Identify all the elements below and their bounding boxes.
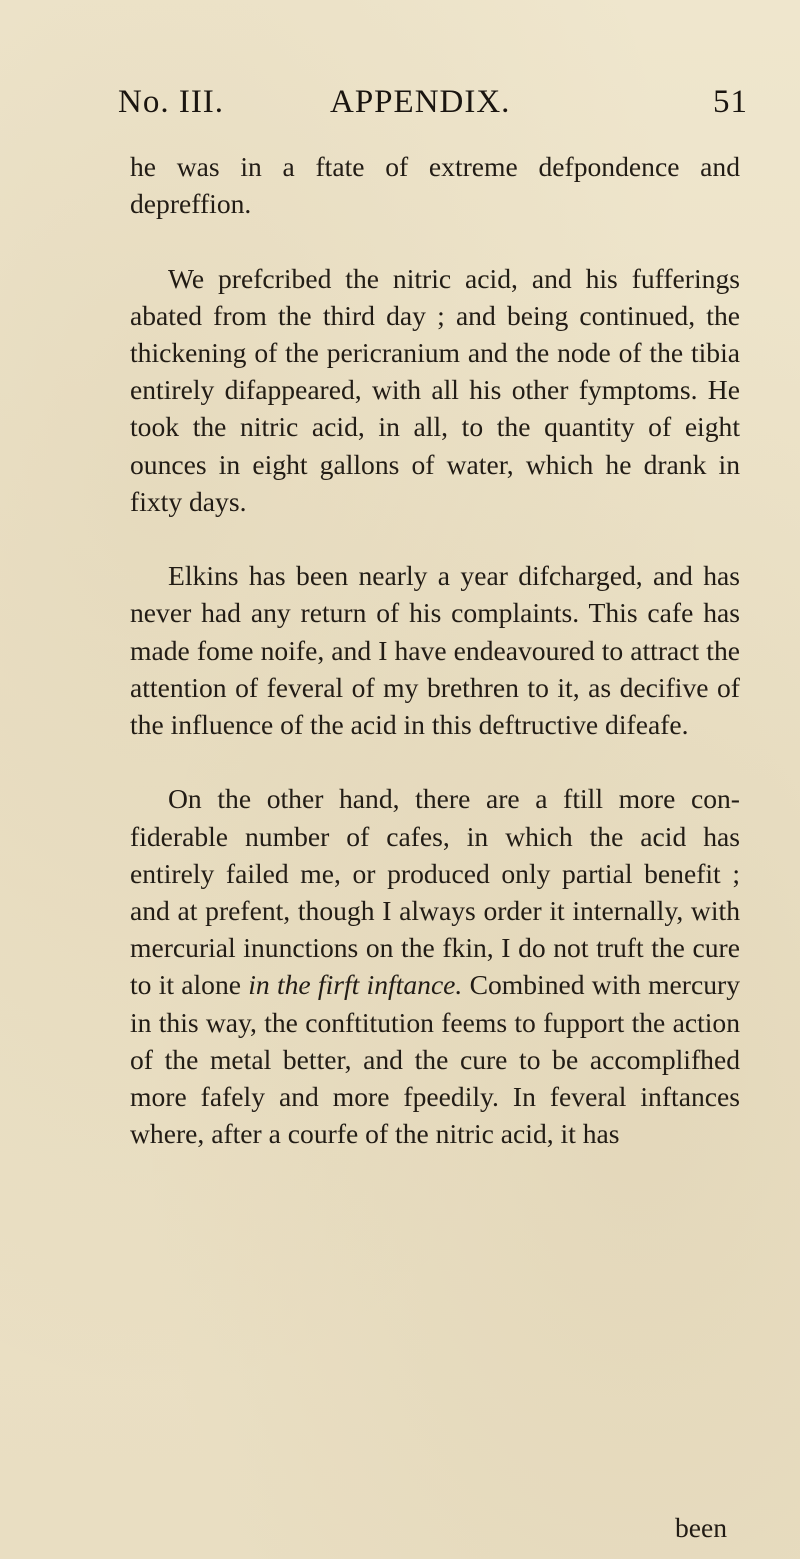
paragraph-other-cases-part1: On the other hand, there are a ftill more confiderable number of cafes, in which the acid has entirely failed me, or produced only partial benefit ; and at prefent, though I always order it internally, with mercurial inunctions on the fkin, I do not truft the cure to it alone <box>130 783 740 1001</box>
paragraph-continuation: he was in a ftate of extreme defpondence and depreffion. <box>130 151 740 220</box>
paragraph-other-cases-part2: Combined with mercury in this way, the conftitution feems to fupport the action of the metal better, and the cure to be accomplifhed more fafely and more fpeedily. In feveral inftances where, after a courfe of the nitric acid, it has <box>130 969 741 1150</box>
section-number: No. III. <box>118 84 225 120</box>
running-header <box>118 84 748 124</box>
section-title: APPENDIX. <box>330 84 511 120</box>
paragraph-other-cases <box>130 780 740 1152</box>
italic-phrase: in the firft inftance. <box>248 969 463 1001</box>
paragraph-elkins: Elkins has been nearly a year difcharged, and has never had any return of his complaints. This cafe has made fome noife, and I have endeavoured to attract the attention of feveral of my brethren to it, as decifive of the influence of the acid in this deftructive difeafe. <box>130 560 740 741</box>
paragraph-treatment: We prefcribed the nitric acid, and his fufferings abated from the third day ; and being continued, the thickening of the pericranium and the node of the tibia entirely difappeared, with all his other fymptoms. He took the nitric acid, in all, to the quantity of eight ounces in eight gallons of water, which he drank in fixty days. <box>130 262 740 517</box>
body-text <box>130 148 740 1152</box>
catchword: been <box>675 1512 728 1543</box>
page-number: 51 <box>713 84 748 120</box>
